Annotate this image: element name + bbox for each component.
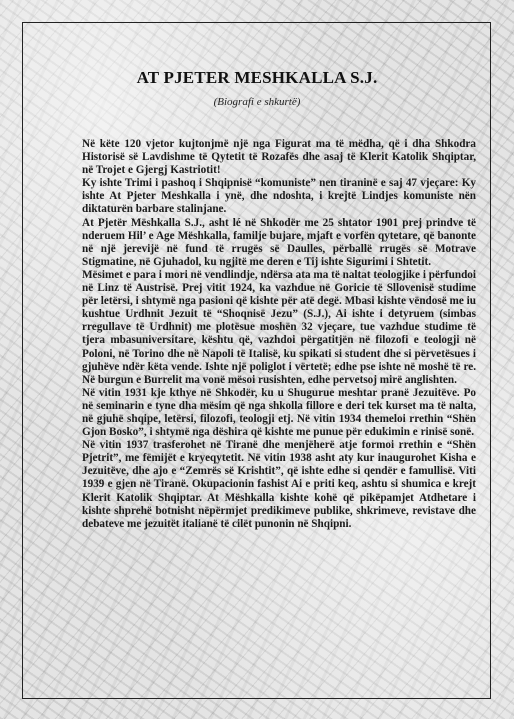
paragraph: Në vitin 1937 trasferohet në Tiranë dhe menjëherë atje formoi rrethin e “Shën Pjetrit”, me fëmijët e kryeqytetit. Në vitin 1938 asht aty kur inaugurohet Kisha e Jezuitëve, dhe ajo e “Zemrës së Krishtit”, që ishte edhe si qendër e famullisë. Viti 1939 e gjen në Tiranë. Okupacionin fashist Ai e priti keq, ashtu si shumica e krejt Klerit Katolik Shqiptar. At Mëshkalla kishte kohë që pikëpamjet Atdhetare i kishte shprehë botnisht nëpërmjet predikimeve publike, shkrimeve, revistave dhe debateve me jezuitët italianë të cilët punonin në Shqipni. xyxy=(82,439,476,530)
paragraph: Në vitin 1931 kje kthye në Shkodër, ku u Shugurue meshtar pranë Jezuitëve. Po në seminarin e tyne dha mësim që nga shkolla fillore e deri tek kurset ma të nalta, në gjuhë shqipe, letërsi, filozofi, teologji etj. Në vitin 1934 themeloi rrethin “Shën Gjon Bosko”, i shtymë nga dëshira që kishte me punue për edukimin e rinisë sonë. xyxy=(82,386,476,439)
page-subtitle: (Biografi e shkurtë) xyxy=(213,96,301,108)
page-title: AT PJETER MESHKALLA S.J. xyxy=(136,68,378,87)
paragraph: At Pjetër Mëshkalla S.J., asht lé në Shkodër me 25 shtator 1901 prej prindve të nderuem Hil’ e Age Mëshkalla, familje bujare, mjaft e vorfën qytetare, që banonte në një jereviјë në fund të rrugës së Daulles, përballë rrugës së Motrave Stigmatine, në Gjuhadol, ku ngjitë me deren e Tij ishte Sigurimi i Shtetit. xyxy=(82,216,476,268)
paragraph: Mësimet e para i mori në vendlindje, ndërsa ata ma të naltat teologjike i përfundoi në Linz të Austrisë. Prej vitit 1924, ka vazhdue në Goricie të Sllovenisë studime për letërsi, i shtymë nga pasioni që kishte për atë degë. Mbasi kishte vëndosë me iu kushtue Urdhnit Jezuit të “Shoqnisë Jezu” (S.J.), Ai ishte i detyruem (simbas rregullave të Urdhnit) me plotësue moshën 32 vjeçare, tue vazhdue studime të tjera mbasuniversitare, kështu që, vazhdoi përgatitjën në filozofi e teologji në Poloni, në Torino dhe në Napoli të Italisë, ku spikati si student dhe si përvetësues i gjuhëve ndër këta vende. Ishte një poliglot i vërtetë; edhe pse ishte në moshë të re. Në burgun e Burrelit ma vonë mësoi rusishten, edhe pervetsoj mirë anglishten. xyxy=(82,268,476,386)
biography-text xyxy=(82,138,476,531)
paragraph: Ky ishte Trimi i pashoq i Shqipnisë “komuniste” nen tiraninë e saj 47 vjeçare: Ky ishte At Pjeter Meshkalla i ynë, dhe ndoshta, i krejtë Lindjes komuniste nën diktaturën barbare stalinjane. xyxy=(82,177,476,216)
paragraph: Në këte 120 vjetor kujtonjmë një nga Figurat ma të mëdha, që i dha Shkodra Historisë së Lavdishme të Qytetit të Rozafës dhe asaj të Klerit Katolik Shqiptar, në Trojet e Gjergj Kastriotit! xyxy=(82,138,476,177)
